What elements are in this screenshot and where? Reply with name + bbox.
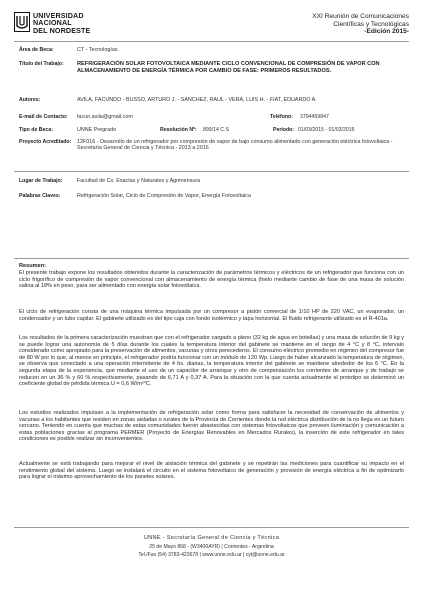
- university-logo: [14, 12, 30, 32]
- project-value: 12F016 - Desarrollo de un refrigerador por compresión de vapor de bajo consumo alimentado con generación eléctrica fotovoltaica - Secretaría General de Ciencia y Técnica - 2013 a 2016: [77, 139, 393, 152]
- header-divider: [14, 41, 409, 42]
- abstract-paragraph-1: El presente trabajo expone los resultados obtenidos durante la caracterización de parámetros térmicos y eléctricos de un refrigerador que funciona con un ciclo frigorífico de compresión de vapor convencional con almacenamiento de energía térmica (hielo mediante cambio de fase de una masa de solución salina al 18% en peso, para ser alimentado con energía solar fotovoltaica.: [19, 270, 404, 290]
- abstract-paragraph-3: Los resultados de la primera caracterización muestran que con el refrigerador cargado a pleno (32 kg de agua en botellas) y una masa de solución de 9 kg y se puede lograr una autonomía de 5 días durante los cuales la temperatura interior del gabinete se mantiene en el rango de 4 °C y 8 °C, intervalo considerado como apropiado para la preservación de alimentos, vacunas y otros perecederos. El consumo eléctrico promedio en régimen del compresor fue de 80 W por lo que, al menos en principio, el refrigerador podría funcionar con un módulo de 120 Wp. Luego de haber alcanzado la temperatura de régimen, se observa que conectado a una operación intermitente de 4 hs. diarias, la temperatura interior del gabinete se mantiene alrededor de los 6 °C. En la segunda etapa de la experiencia, que mediante el uso de un capacitor de arranque y otro de compensación los corrientes de arranque y de trabajo se reducen en un 36 % y 60 % respectivamente, pasando de 6,71 A y 0,37 A. Para la situación con la que cuenta actualmente el prototipo se determinó un coeficiente global de pérdida térmica U = 0,6 W/m²°C.: [19, 335, 404, 388]
- workplace-value: Facultad de Cs. Exactas y Naturales y Agrimensura: [77, 178, 201, 184]
- conference-line2: Científicas y Tecnológicas: [333, 20, 409, 28]
- footer-divider: [14, 527, 409, 528]
- email-label: E-mail de Contacto:: [19, 114, 68, 120]
- period-value: 01/03/2015 - 01/03/2016: [298, 127, 355, 133]
- meta-divider: [14, 171, 409, 172]
- resumen-label: Resumen:: [19, 263, 47, 269]
- footer-contact: Tel./Fax (54) 3783-423678 | www.unne.edu.ar | cyt@unne.edu.ar: [138, 552, 285, 558]
- conference-title: [312, 13, 409, 36]
- work-title: REFRIGERACIÓN SOLAR FOTOVOLTAICA MEDIANTE CICLO CONVENCIONAL DE COMPRESIÓN DE VAPOR CON ALMACENAMIENTO DE ENERGÍA TÉRMICA POR CAMBIO DE FASE: PRIMEROS RESULTADOS.: [77, 61, 380, 74]
- university-name-line1: UNIVERSIDAD: [33, 11, 84, 20]
- area-label: Área de Beca:: [19, 47, 54, 53]
- beca-type-value: UNNE Pregrado: [77, 127, 116, 133]
- authors-value: AVILA, FACUNDO - BUSSO, ARTURO J. - SANCHEZ, RAUL - VERA, LUIS H. - FIAT, EDUARDO A.: [77, 97, 317, 103]
- abstract-paragraph-5: Actualmente se está trabajando para mejorar el nivel de aislación térmica del gabinete y se repetirán las mediciones para cuantificar su impacto en el rendimiento global del sistema. Luego se instalará el circuito en el sistema fotovoltaico de generación y provisión de energía eléctrica a fin de optimizarlo para lograr el máximo aprovechamiento de los paneles solares.: [19, 461, 404, 481]
- body-divider: [14, 258, 409, 259]
- workplace-label: Lugar de Trabajo:: [19, 178, 63, 184]
- resolution-value: 899/14 C.S: [203, 127, 229, 133]
- email-value: facun.avila@gmail.com: [77, 114, 133, 120]
- conference-edition: -Edición 2015-: [364, 28, 409, 36]
- keywords-label: Palabras Claves:: [19, 193, 61, 199]
- beca-type-label: Tipo de Beca:: [19, 127, 53, 133]
- area-value: CT - Tecnologías: [77, 47, 118, 53]
- title-label: Título del Trabajo:: [19, 61, 64, 67]
- abstract-paragraph-4: Los estudios realizados impulsan a la implementación de refrigeración solar como forma para satisfacer la necesidad de conservación de alimentos y vacunas a los habitantes que residen en zonas aisladas o rurales de la Provincia de Corrientes donde la red eléctrica distribución de la no llega en un futuro cercano. Teniendo en cuenta que muchas de estas comunidades fueron abastecidas con sistemas fotovoltaicos que proveen iluminación y comunicación a estas poblaciones gracias al programa PERMER (Proyecto de Energías Renovables en Mercados Rurales), la inserción de este refrigerador en tales condiciones es posible realizar sin inconvenientes.: [19, 410, 404, 443]
- university-name-line2: NACIONAL: [33, 18, 72, 28]
- project-label: Proyecto Acreditado:: [19, 139, 72, 145]
- period-label: Período:: [273, 127, 295, 133]
- abstract-paragraph-2: El ciclo de refrigeración consta de una máquina térmica impulsada por un compresor a pistón comercial de 1/10 HP de 220 VAC, un evaporador, un condensador y un tubo capilar. El gabinete utilizado es del tipo caja con fondo isotérmico y tapa horizontal. El fluido refrigerante utilizado es el R-401a.: [19, 309, 404, 322]
- authors-label: Autores:: [19, 97, 41, 103]
- keywords-value: Refrigeración Solar, Ciclo de Compresión de Vapor, Energía Fotovoltaica: [77, 193, 251, 199]
- university-name: [33, 12, 90, 34]
- phone-label: Teléfono:: [270, 114, 293, 120]
- footer-institution: UNNE - Secretaría General de Ciencia y Técnica: [143, 535, 280, 541]
- footer-address: 25 de Mayo 868 - (W3400AYR) | Corrientes - Argentina: [149, 544, 274, 550]
- phone-value: 3794459847: [300, 114, 329, 120]
- university-name-line3: DEL NORDESTE: [33, 25, 91, 35]
- conference-line1: XXI Reunión de Comunicaciones: [312, 13, 409, 20]
- resolution-label: Resolución Nº:: [160, 127, 197, 133]
